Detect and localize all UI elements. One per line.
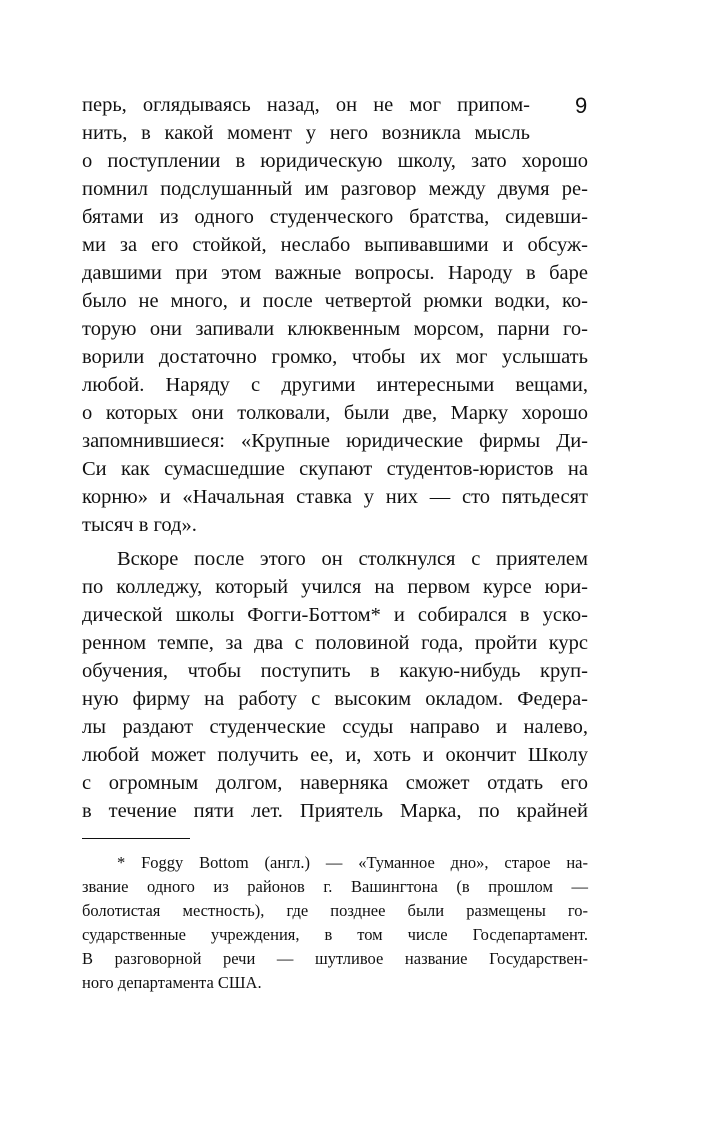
text-line: любой может получить ее, и, хоть и окончит Школу [82, 744, 588, 766]
text-line: давшими при этом важные вопросы. Народу в баре [82, 262, 588, 284]
footnote-line: ного департамента США. [82, 973, 262, 992]
text-line: помнил подслушанный им разговор между двумя ре- [82, 178, 588, 200]
footnote-line: сударственные учреждения, в том числе Госдепартамент. [82, 925, 588, 944]
footnote-line: звание одного из районов г. Вашингтона (в прошлом — [82, 877, 588, 896]
footnote-line: В разговорной речи — шутливое название Государствен- [82, 949, 588, 968]
text-line: дической школы Фогги-Боттом* и собирался в уско- [82, 604, 588, 626]
footnote-line: болотистая местность), где позднее были размещены го- [82, 901, 588, 920]
text-line: обучения, чтобы поступить в какую-нибудь круп- [82, 660, 588, 682]
footnote-separator [82, 838, 190, 839]
text-line: любой. Наряду с другими интересными вещами, [82, 374, 588, 396]
text-line: ми за его стойкой, неслабо выпивавшими и обсуж- [82, 234, 588, 256]
text-line: Вскоре после этого он столкнулся с приятелем [117, 548, 588, 570]
text-line: с огромным долгом, наверняка сможет отдать его [82, 772, 588, 794]
page-number: 9 [575, 93, 588, 118]
text-line: бятами из одного студенческого братства, сидевши- [82, 206, 588, 228]
text-line: запомнившиеся: «Крупные юридические фирмы Ди- [82, 430, 588, 452]
text-line: лы раздают студенческие ссуды направо и налево, [82, 716, 588, 738]
text-line: тысяч в год». [82, 514, 197, 536]
text-line: корню» и «Начальная ставка у них — сто пятьдесят [82, 486, 588, 508]
text-line: ную фирму на работу с высоким окладом. Федера- [82, 688, 588, 710]
text-line: Си как сумасшедшие скупают студентов-юристов на [82, 458, 588, 480]
text-line: было не много, и после четвертой рюмки водки, ко- [82, 290, 588, 312]
text-line: о которых они толковали, были две, Марку хорошо [82, 402, 588, 424]
text-line: торую они запивали клюквенным морсом, парни го- [82, 318, 588, 340]
text-line: ворили достаточно громко, чтобы их мог услышать [82, 346, 588, 368]
text-line: перь, оглядываясь назад, он не мог припом- [82, 94, 530, 116]
text-line: нить, в какой момент у него возникла мысль [82, 122, 530, 144]
footnote-line: * Foggy Bottom (англ.) — «Туманное дно», старое на- [117, 853, 588, 872]
text-line: в течение пяти лет. Приятель Марка, по крайней [82, 800, 588, 822]
text-line: о поступлении в юридическую школу, зато хорошо [82, 150, 588, 172]
text-line: ренном темпе, за два с половиной года, пройти курс [82, 632, 588, 654]
text-line: по колледжу, который учился на первом курсе юри- [82, 576, 588, 598]
